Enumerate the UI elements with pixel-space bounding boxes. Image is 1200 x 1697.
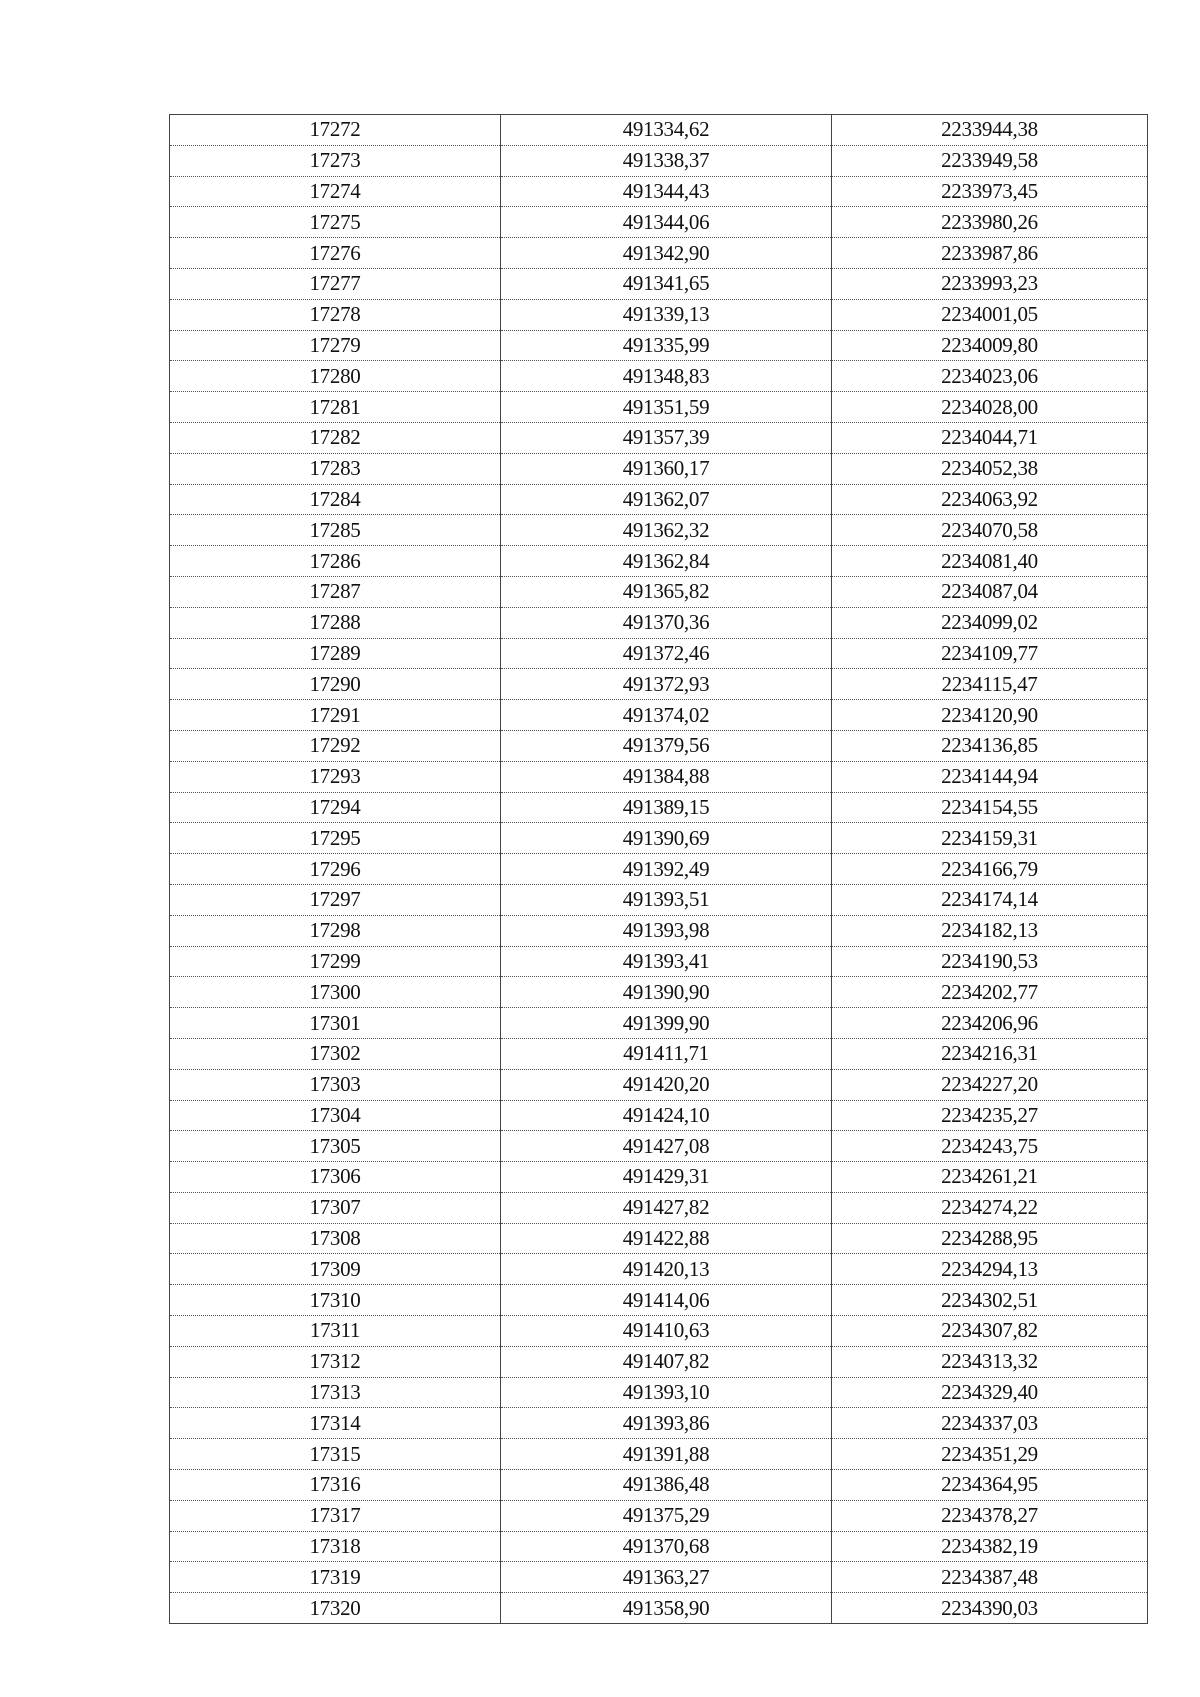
point-number-cell: 17288: [170, 607, 501, 638]
table-row: [170, 1008, 1148, 1039]
y-coordinate-cell: 2234302,51: [832, 1285, 1148, 1316]
point-number-cell: 17301: [170, 1008, 501, 1039]
y-coordinate-cell: 2234390,03: [832, 1593, 1148, 1624]
table-row: [170, 207, 1148, 238]
y-coordinate-cell: 2234216,31: [832, 1038, 1148, 1069]
y-coordinate-cell: 2234063,92: [832, 484, 1148, 515]
x-coordinate-cell: 491389,15: [501, 792, 832, 823]
table-row: [170, 1593, 1148, 1624]
x-coordinate-cell: 491335,99: [501, 330, 832, 361]
table-row: [170, 330, 1148, 361]
table-row: [170, 638, 1148, 669]
point-number-cell: 17283: [170, 453, 501, 484]
table-row: [170, 669, 1148, 700]
y-coordinate-cell: 2234227,20: [832, 1069, 1148, 1100]
table-row: [170, 453, 1148, 484]
point-number-cell: 17276: [170, 238, 501, 269]
table-row: [170, 515, 1148, 546]
table-row: [170, 792, 1148, 823]
point-number-cell: 17319: [170, 1562, 501, 1593]
x-coordinate-cell: 491390,69: [501, 823, 832, 854]
x-coordinate-cell: 491357,39: [501, 422, 832, 453]
point-number-cell: 17292: [170, 730, 501, 761]
x-coordinate-cell: 491410,63: [501, 1316, 832, 1347]
table-row: [170, 1470, 1148, 1501]
x-coordinate-cell: 491399,90: [501, 1008, 832, 1039]
table-row: [170, 1562, 1148, 1593]
y-coordinate-cell: 2234144,94: [832, 761, 1148, 792]
table-row: [170, 1285, 1148, 1316]
point-number-cell: 17289: [170, 638, 501, 669]
y-coordinate-cell: 2233944,38: [832, 115, 1148, 146]
table-row: [170, 854, 1148, 885]
x-coordinate-cell: 491363,27: [501, 1562, 832, 1593]
y-coordinate-cell: 2234382,19: [832, 1531, 1148, 1562]
x-coordinate-cell: 491358,90: [501, 1593, 832, 1624]
point-number-cell: 17294: [170, 792, 501, 823]
y-coordinate-cell: 2234136,85: [832, 730, 1148, 761]
table-row: [170, 145, 1148, 176]
table-row: [170, 299, 1148, 330]
y-coordinate-cell: 2234243,75: [832, 1131, 1148, 1162]
x-coordinate-cell: 491342,90: [501, 238, 832, 269]
point-number-cell: 17306: [170, 1162, 501, 1193]
table-row: [170, 176, 1148, 207]
x-coordinate-cell: 491393,86: [501, 1408, 832, 1439]
point-number-cell: 17310: [170, 1285, 501, 1316]
table-row: [170, 1254, 1148, 1285]
x-coordinate-cell: 491374,02: [501, 700, 832, 731]
x-coordinate-cell: 491344,43: [501, 176, 832, 207]
y-coordinate-cell: 2234087,04: [832, 576, 1148, 607]
point-number-cell: 17314: [170, 1408, 501, 1439]
x-coordinate-cell: 491379,56: [501, 730, 832, 761]
y-coordinate-cell: 2234154,55: [832, 792, 1148, 823]
table-row: [170, 1316, 1148, 1347]
x-coordinate-cell: 491427,82: [501, 1192, 832, 1223]
point-number-cell: 17296: [170, 854, 501, 885]
point-number-cell: 17309: [170, 1254, 501, 1285]
table-row: [170, 1408, 1148, 1439]
table-row: [170, 915, 1148, 946]
y-coordinate-cell: 2234099,02: [832, 607, 1148, 638]
x-coordinate-cell: 491411,71: [501, 1038, 832, 1069]
x-coordinate-cell: 491392,49: [501, 854, 832, 885]
point-number-cell: 17312: [170, 1346, 501, 1377]
coordinates-table-body: [170, 115, 1148, 1624]
x-coordinate-cell: 491370,68: [501, 1531, 832, 1562]
x-coordinate-cell: 491424,10: [501, 1100, 832, 1131]
x-coordinate-cell: 491393,51: [501, 884, 832, 915]
y-coordinate-cell: 2233973,45: [832, 176, 1148, 207]
point-number-cell: 17317: [170, 1500, 501, 1531]
table-row: [170, 546, 1148, 577]
y-coordinate-cell: 2234070,58: [832, 515, 1148, 546]
x-coordinate-cell: 491362,32: [501, 515, 832, 546]
x-coordinate-cell: 491344,06: [501, 207, 832, 238]
point-number-cell: 17275: [170, 207, 501, 238]
table-row: [170, 761, 1148, 792]
table-row: [170, 1500, 1148, 1531]
x-coordinate-cell: 491414,06: [501, 1285, 832, 1316]
y-coordinate-cell: 2234120,90: [832, 700, 1148, 731]
x-coordinate-cell: 491360,17: [501, 453, 832, 484]
y-coordinate-cell: 2234001,05: [832, 299, 1148, 330]
x-coordinate-cell: 491370,36: [501, 607, 832, 638]
x-coordinate-cell: 491420,13: [501, 1254, 832, 1285]
point-number-cell: 17280: [170, 361, 501, 392]
table-row: [170, 361, 1148, 392]
x-coordinate-cell: 491362,07: [501, 484, 832, 515]
table-row: [170, 1346, 1148, 1377]
point-number-cell: 17308: [170, 1223, 501, 1254]
y-coordinate-cell: 2234378,27: [832, 1500, 1148, 1531]
table-row: [170, 576, 1148, 607]
y-coordinate-cell: 2234166,79: [832, 854, 1148, 885]
coordinates-table: [169, 114, 1148, 1624]
table-row: [170, 392, 1148, 423]
y-coordinate-cell: 2234261,21: [832, 1162, 1148, 1193]
x-coordinate-cell: 491339,13: [501, 299, 832, 330]
table-row: [170, 700, 1148, 731]
point-number-cell: 17297: [170, 884, 501, 915]
y-coordinate-cell: 2234052,38: [832, 453, 1148, 484]
x-coordinate-cell: 491338,37: [501, 145, 832, 176]
table-row: [170, 1377, 1148, 1408]
table-row: [170, 1531, 1148, 1562]
point-number-cell: 17284: [170, 484, 501, 515]
y-coordinate-cell: 2234337,03: [832, 1408, 1148, 1439]
y-coordinate-cell: 2234190,53: [832, 946, 1148, 977]
point-number-cell: 17279: [170, 330, 501, 361]
x-coordinate-cell: 491393,41: [501, 946, 832, 977]
point-number-cell: 17305: [170, 1131, 501, 1162]
point-number-cell: 17290: [170, 669, 501, 700]
y-coordinate-cell: 2233987,86: [832, 238, 1148, 269]
x-coordinate-cell: 491341,65: [501, 268, 832, 299]
x-coordinate-cell: 491375,29: [501, 1500, 832, 1531]
point-number-cell: 17278: [170, 299, 501, 330]
table-row: [170, 268, 1148, 299]
table-row: [170, 946, 1148, 977]
point-number-cell: 17311: [170, 1316, 501, 1347]
x-coordinate-cell: 491334,62: [501, 115, 832, 146]
y-coordinate-cell: 2234202,77: [832, 977, 1148, 1008]
table-row: [170, 977, 1148, 1008]
x-coordinate-cell: 491362,84: [501, 546, 832, 577]
table-row: [170, 422, 1148, 453]
point-number-cell: 17291: [170, 700, 501, 731]
point-number-cell: 17303: [170, 1069, 501, 1100]
y-coordinate-cell: 2234274,22: [832, 1192, 1148, 1223]
table-row: [170, 238, 1148, 269]
y-coordinate-cell: 2234115,47: [832, 669, 1148, 700]
table-row: [170, 1223, 1148, 1254]
y-coordinate-cell: 2234081,40: [832, 546, 1148, 577]
x-coordinate-cell: 491348,83: [501, 361, 832, 392]
point-number-cell: 17293: [170, 761, 501, 792]
x-coordinate-cell: 491351,59: [501, 392, 832, 423]
x-coordinate-cell: 491386,48: [501, 1470, 832, 1501]
x-coordinate-cell: 491391,88: [501, 1439, 832, 1470]
point-number-cell: 17299: [170, 946, 501, 977]
point-number-cell: 17302: [170, 1038, 501, 1069]
table-row: [170, 1131, 1148, 1162]
point-number-cell: 17277: [170, 268, 501, 299]
table-row: [170, 1192, 1148, 1223]
y-coordinate-cell: 2233980,26: [832, 207, 1148, 238]
point-number-cell: 17273: [170, 145, 501, 176]
point-number-cell: 17281: [170, 392, 501, 423]
table-row: [170, 1439, 1148, 1470]
x-coordinate-cell: 491429,31: [501, 1162, 832, 1193]
point-number-cell: 17313: [170, 1377, 501, 1408]
x-coordinate-cell: 491427,08: [501, 1131, 832, 1162]
y-coordinate-cell: 2234109,77: [832, 638, 1148, 669]
table-row: [170, 1162, 1148, 1193]
point-number-cell: 17318: [170, 1531, 501, 1562]
y-coordinate-cell: 2234329,40: [832, 1377, 1148, 1408]
y-coordinate-cell: 2234313,32: [832, 1346, 1148, 1377]
y-coordinate-cell: 2233949,58: [832, 145, 1148, 176]
y-coordinate-cell: 2234159,31: [832, 823, 1148, 854]
point-number-cell: 17282: [170, 422, 501, 453]
y-coordinate-cell: 2234044,71: [832, 422, 1148, 453]
x-coordinate-cell: 491407,82: [501, 1346, 832, 1377]
point-number-cell: 17300: [170, 977, 501, 1008]
y-coordinate-cell: 2233993,23: [832, 268, 1148, 299]
point-number-cell: 17320: [170, 1593, 501, 1624]
point-number-cell: 17286: [170, 546, 501, 577]
point-number-cell: 17287: [170, 576, 501, 607]
x-coordinate-cell: 491372,93: [501, 669, 832, 700]
table-row: [170, 607, 1148, 638]
y-coordinate-cell: 2234182,13: [832, 915, 1148, 946]
x-coordinate-cell: 491390,90: [501, 977, 832, 1008]
point-number-cell: 17274: [170, 176, 501, 207]
table-row: [170, 1100, 1148, 1131]
x-coordinate-cell: 491422,88: [501, 1223, 832, 1254]
x-coordinate-cell: 491393,98: [501, 915, 832, 946]
x-coordinate-cell: 491420,20: [501, 1069, 832, 1100]
table-row: [170, 884, 1148, 915]
y-coordinate-cell: 2234206,96: [832, 1008, 1148, 1039]
y-coordinate-cell: 2234307,82: [832, 1316, 1148, 1347]
y-coordinate-cell: 2234023,06: [832, 361, 1148, 392]
table-row: [170, 1069, 1148, 1100]
table-row: [170, 115, 1148, 146]
point-number-cell: 17304: [170, 1100, 501, 1131]
table-row: [170, 484, 1148, 515]
table-row: [170, 730, 1148, 761]
y-coordinate-cell: 2234387,48: [832, 1562, 1148, 1593]
point-number-cell: 17298: [170, 915, 501, 946]
y-coordinate-cell: 2234351,29: [832, 1439, 1148, 1470]
table-row: [170, 1038, 1148, 1069]
table-row: [170, 823, 1148, 854]
y-coordinate-cell: 2234009,80: [832, 330, 1148, 361]
x-coordinate-cell: 491384,88: [501, 761, 832, 792]
point-number-cell: 17272: [170, 115, 501, 146]
x-coordinate-cell: 491393,10: [501, 1377, 832, 1408]
y-coordinate-cell: 2234028,00: [832, 392, 1148, 423]
y-coordinate-cell: 2234364,95: [832, 1470, 1148, 1501]
x-coordinate-cell: 491365,82: [501, 576, 832, 607]
point-number-cell: 17295: [170, 823, 501, 854]
point-number-cell: 17316: [170, 1470, 501, 1501]
x-coordinate-cell: 491372,46: [501, 638, 832, 669]
point-number-cell: 17315: [170, 1439, 501, 1470]
point-number-cell: 17285: [170, 515, 501, 546]
y-coordinate-cell: 2234235,27: [832, 1100, 1148, 1131]
point-number-cell: 17307: [170, 1192, 501, 1223]
y-coordinate-cell: 2234288,95: [832, 1223, 1148, 1254]
y-coordinate-cell: 2234174,14: [832, 884, 1148, 915]
y-coordinate-cell: 2234294,13: [832, 1254, 1148, 1285]
